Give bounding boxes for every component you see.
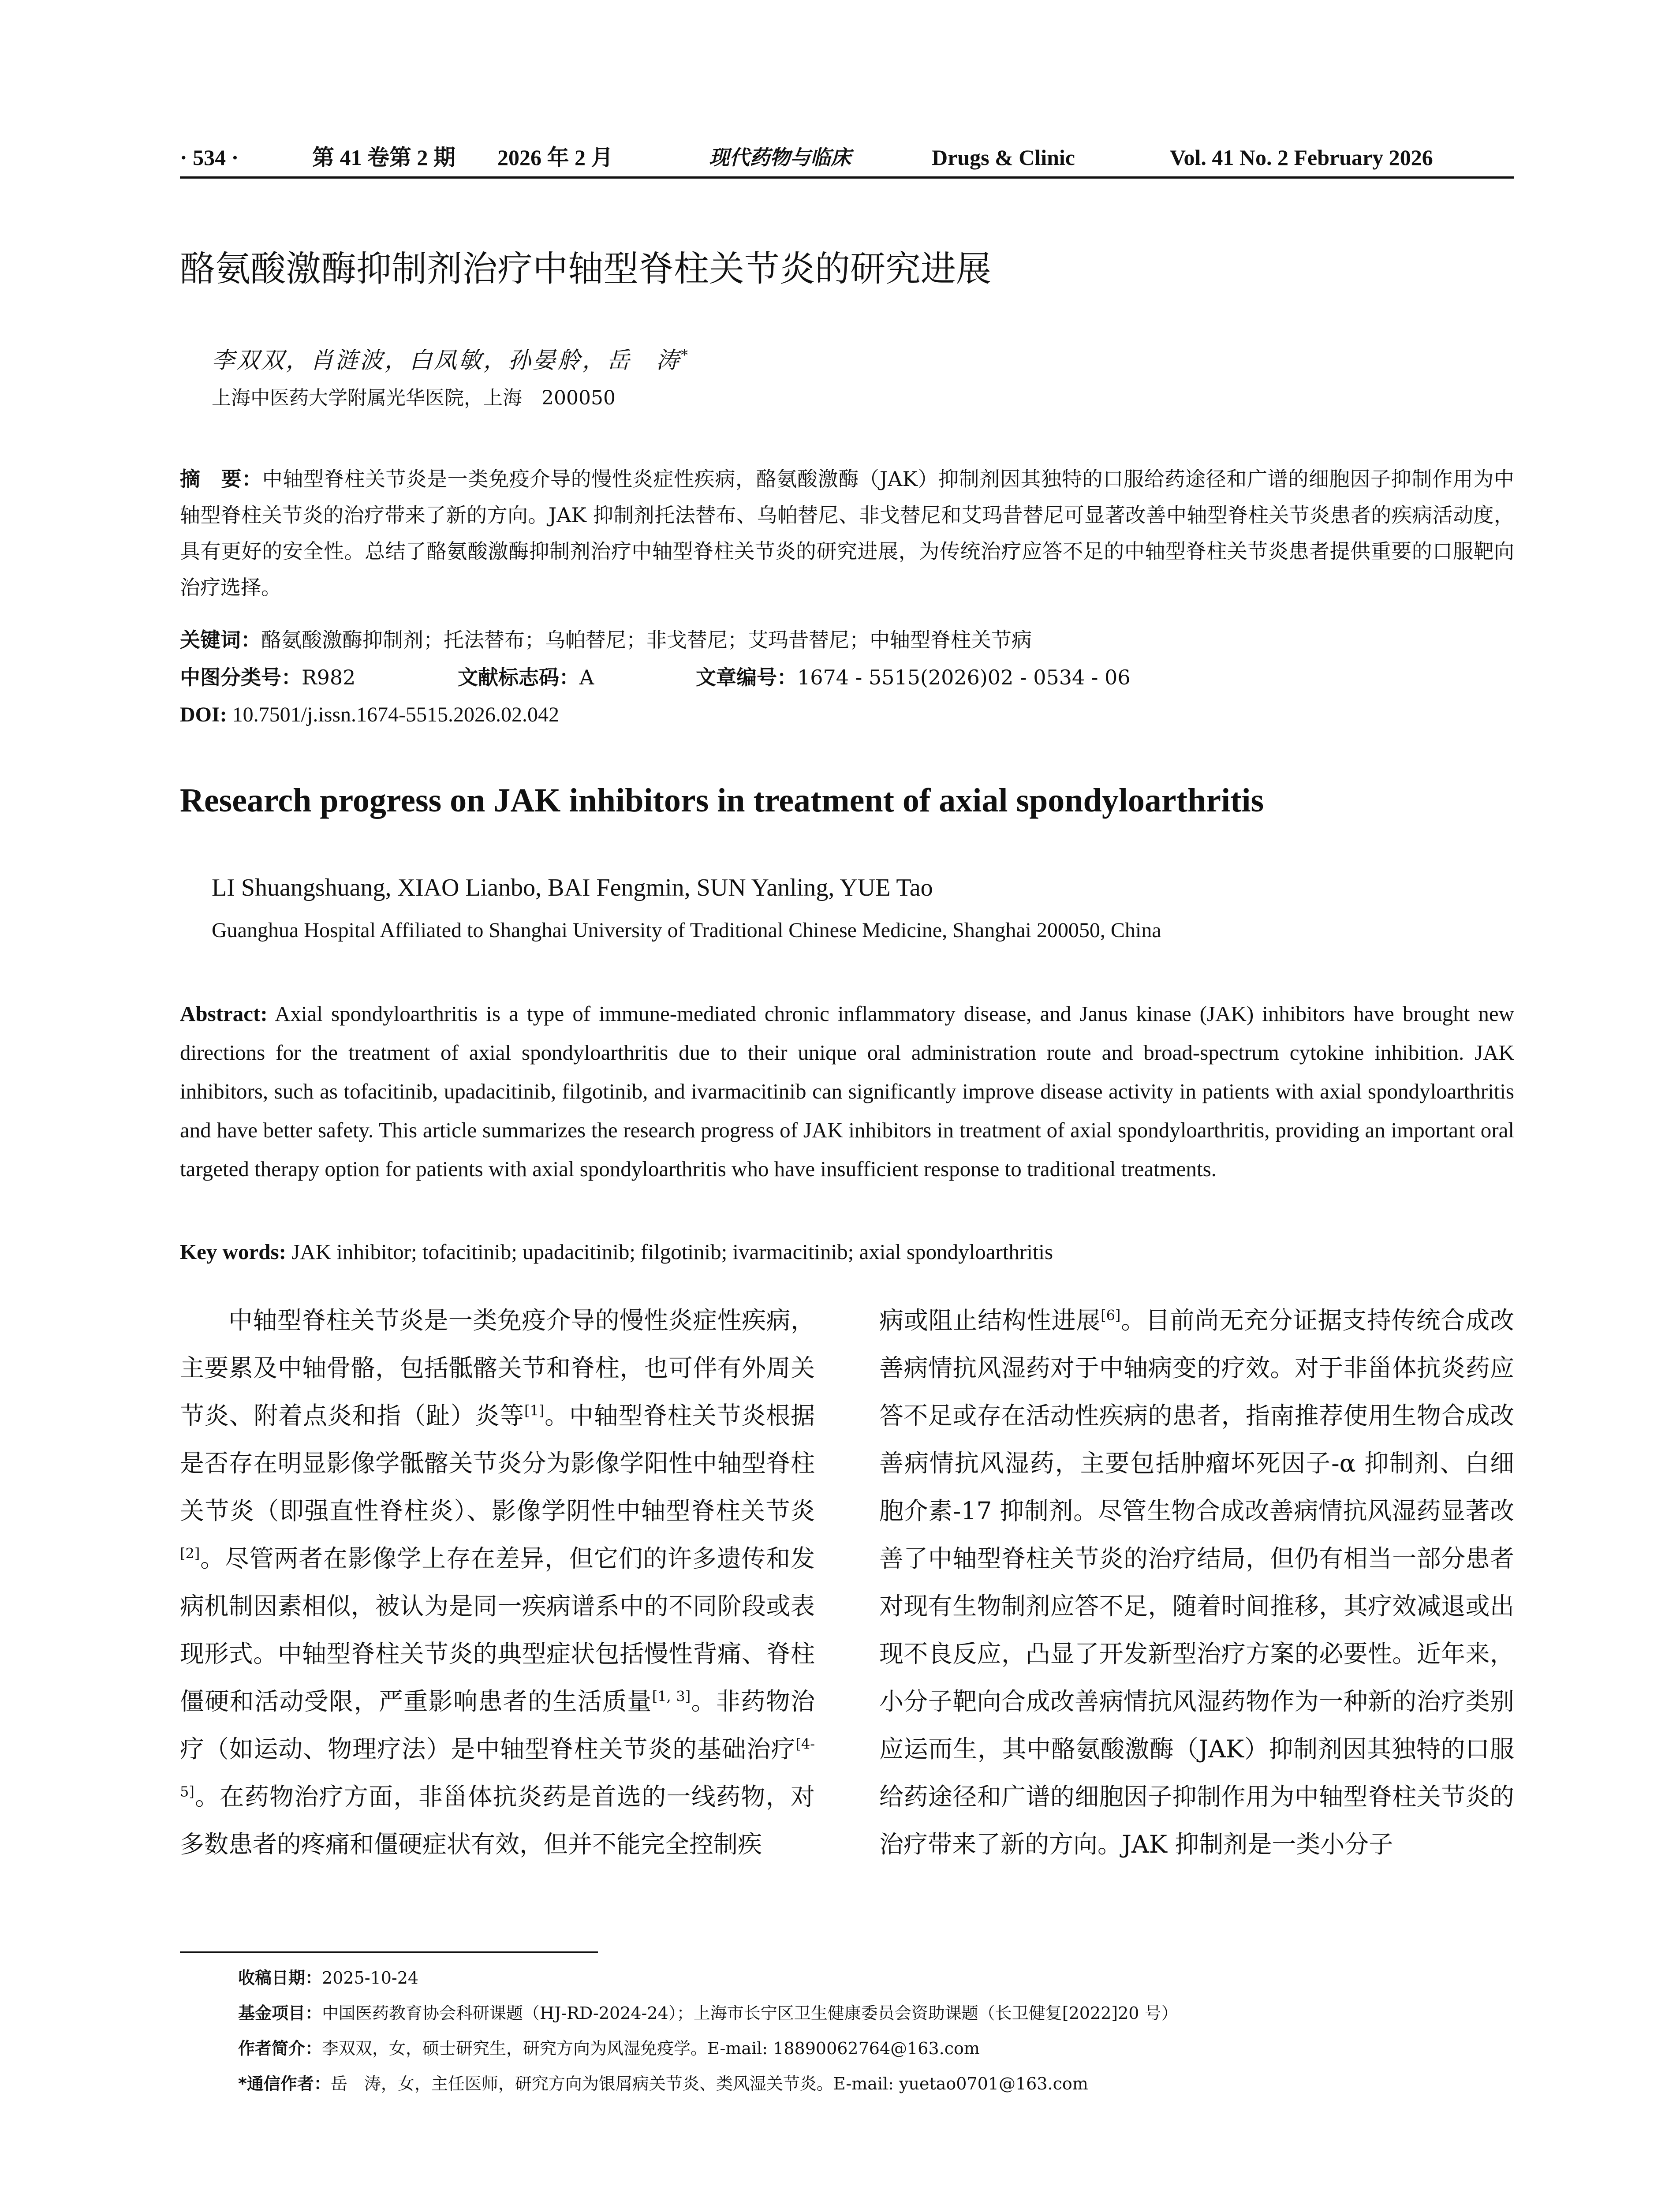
keywords-en-text: JAK inhibitor; tofacitinib; upadacitinib; filgotinib; ivarmacitinib; axial spondyloarthritis [286, 1240, 1053, 1264]
keywords-cn-text: 酪氨酸激酶抑制剂；托法替布；乌帕替尼；非戈替尼；艾玛昔替尼；中轴型脊柱关节病 [261, 628, 1032, 652]
document-code [458, 659, 594, 695]
footnote-author-bio [238, 2035, 980, 2062]
article-number [696, 659, 1131, 695]
keywords-en-label: Key words: [180, 1240, 286, 1264]
journal-name-cn: 现代药物与临床 [709, 146, 851, 169]
citation-link[interactable]: [1, 3] [652, 1688, 691, 1705]
volume-issue-cn: 第 41 卷第 2 期 [312, 145, 455, 170]
fund-text: 中国医药教育协会科研课题（HJ-RD-2024-24）；上海市长宁区卫生健康委员会资助课题（长卫健复[2022]20 号） [322, 2003, 1178, 2023]
corresponding-label: *通信作者： [238, 2074, 331, 2093]
body-text: 。中轴型脊柱关节炎根据是否存在明显影像学骶髂关节炎分为影像学阳性中轴型脊柱关节炎（即强直性脊柱炎）、影像学阴性中轴型脊柱关节炎 [180, 1401, 815, 1525]
classification-line [180, 659, 1514, 695]
citation-link[interactable]: [6] [1101, 1307, 1121, 1324]
issue-date-cn: 2026 年 2 月 [497, 145, 613, 170]
footnote-received [238, 1965, 418, 1991]
abstract-en-text: Axial spondyloarthritis is a type of immune-mediated chronic inflammatory disease, and Janus kinase (JAK) inhibitors have brought new directions for the treatment of axial spondyloarthritis due to their unique oral administration route and broad-spectrum cytokine inhibition. JAK inhibitors, such as tofacitinib, upadacitinib, filgotinib, and ivarmacitinib can significantly improve disease activity in patients with axial spondyloarthritis and have better safety. This article summarizes the research progress of JAK inhibitors in treatment of axial spondyloarthritis, providing an important oral targeted therapy option for patients with axial spondyloarthritis who have insufficient response to traditional treatments. [180, 1002, 1514, 1181]
footnote-divider [180, 1951, 598, 1953]
abstract-en-label: Abstract: [180, 1002, 268, 1026]
doc-code-label: 文献标志码： [458, 665, 579, 689]
keywords-en [180, 1233, 1514, 1271]
body-text: 中轴型脊柱关节炎是一类免疫介导的慢性炎症性疾病，主要累及中轴骨骼，包括骶髂关节和脊柱，也可伴有外周关节炎、附着点炎和指（趾）炎等 [180, 1306, 815, 1430]
affiliation-cn: 上海中医药大学附属光华医院，上海 200050 [212, 387, 616, 409]
doi-label: DOI: [180, 703, 227, 726]
doi-link[interactable]: 10.7501/j.issn.1674-5515.2026.02.042 [227, 703, 560, 726]
clc-label: 中图分类号： [180, 665, 302, 689]
article-no-label: 文章编号： [696, 665, 797, 689]
header-divider [180, 176, 1514, 179]
author-bio-text: 李双双，女，硕士研究生，研究方向为风湿免疫学。E-mail: 18890062764@163.com [322, 2039, 980, 2058]
received-date: 2025-10-24 [322, 1968, 419, 1988]
footnote-corresponding [238, 2070, 1088, 2097]
citation-link[interactable]: [2] [180, 1545, 200, 1562]
author-list-cn [212, 340, 690, 376]
volume-issue-en: Vol. 41 No. 2 February 2026 [1170, 145, 1433, 170]
body-text: 。目前尚无充分证据支持传统合成改善病情抗风湿药对于中轴病变的疗效。对于非甾体抗炎药应答不足或存在活动性疾病的患者，指南推荐使用生物合成改善病情抗风湿药，主要包括肿瘤坏死因子-α 抑制剂、白细胞介素-17 抑制剂。尽管生物合成改善病情抗风湿药显著改善了中轴型脊柱关节炎的治疗结局，但仍有相当一部分患者对现有生物制剂应答不足，随着时间推移，其疗效减退或出现不良反应，凸显了开发新型治疗方案的必要性。近年来，小分子靶向合成改善病情抗风湿药物作为一种新的治疗类别应运而生，其中酪氨酸激酶（JAK）抑制剂因其独特的口服给药途径和广谱的细胞因子抑制作用为中轴型脊柱关节炎的治疗带来了新的方向。JAK 抑制剂是一类小分子 [879, 1306, 1514, 1858]
journal-name-en: Drugs & Clinic [932, 145, 1075, 170]
author-list-en: LI Shuangshuang, XIAO Lianbo, BAI Fengmin, SUN Yanling, YUE Tao [212, 874, 933, 901]
citation-link[interactable]: [1] [524, 1402, 545, 1419]
corresponding-mark: * [681, 347, 690, 363]
body-column-left [180, 1297, 815, 1868]
doc-code-value: A [579, 665, 594, 689]
article-no-value: 1674 - 5515(2026)02 - 0534 - 06 [797, 665, 1131, 689]
body-text: 。尽管两者在影像学上存在差异，但它们的许多遗传和发病机制因素相似，被认为是同一疾病谱系中的不同阶段或表现形式。中轴型脊柱关节炎的典型症状包括慢性背痛、脊柱僵硬和活动受限，严重影响患者的生活质量 [180, 1544, 815, 1715]
affiliation-en: Guanghua Hospital Affiliated to Shanghai University of Traditional Chinese Medicine, Shanghai 200050, China [212, 919, 1161, 942]
clc-code [180, 659, 355, 695]
abstract-en [180, 994, 1514, 1188]
footnote-funding [238, 2000, 1178, 2026]
clc-value: R982 [302, 665, 356, 689]
body-column-right [879, 1297, 1514, 1868]
keywords-cn [180, 622, 1514, 658]
body-text: 。非药物治疗（如运动、物理疗法）是中轴型脊柱关节炎的基础治疗 [180, 1687, 815, 1763]
author-names-cn: 李双双，肖涟波，白凤敏，孙晏舲，岳 涛 [212, 347, 681, 374]
article-title-cn: 酪氨酸激酶抑制剂治疗中轴型脊柱关节炎的研究进展 [180, 248, 991, 289]
doi-line [180, 697, 559, 733]
abstract-cn [180, 461, 1514, 605]
article-title-en: Research progress on JAK inhibitors in treatment of axial spondyloarthritis [180, 782, 1264, 819]
author-bio-label: 作者简介： [238, 2039, 322, 2058]
corresponding-text: 岳 涛，女，主任医师，研究方向为银屑病关节炎、类风湿关节炎。E-mail: yuetao0701@163.com [330, 2074, 1088, 2093]
abstract-cn-text: 中轴型脊柱关节炎是一类免疫介导的慢性炎症性疾病，酪氨酸激酶（JAK）抑制剂因其独特的口服给药途径和广谱的细胞因子抑制作用为中轴型脊柱关节炎的治疗带来了新的方向。JAK 抑制剂托法替布、乌帕替尼、非戈替尼和艾玛昔替尼可显著改善中轴型脊柱关节炎患者的疾病活动度，具有更好的安全性。总结了酪氨酸激酶抑制剂治疗中轴型脊柱关节炎的研究进展，为传统治疗应答不足的中轴型脊柱关节炎患者提供重要的口服靶向治疗选择。 [180, 467, 1515, 599]
citation-link[interactable]: [4-5] [180, 1735, 815, 1800]
body-text: 。在药物治疗方面，非甾体抗炎药是首选的一线药物，对多数患者的疼痛和僵硬症状有效，但并不能完全控制疾 [180, 1783, 815, 1858]
body-text: 病或阻止结构性进展 [879, 1306, 1101, 1334]
abstract-cn-label: 摘 要： [180, 467, 262, 491]
received-label: 收稿日期： [238, 1968, 322, 1988]
page-number: · 534 · [180, 145, 239, 170]
running-header [180, 142, 1514, 177]
keywords-cn-label: 关键词： [180, 628, 261, 652]
fund-label: 基金项目： [238, 2003, 322, 2023]
